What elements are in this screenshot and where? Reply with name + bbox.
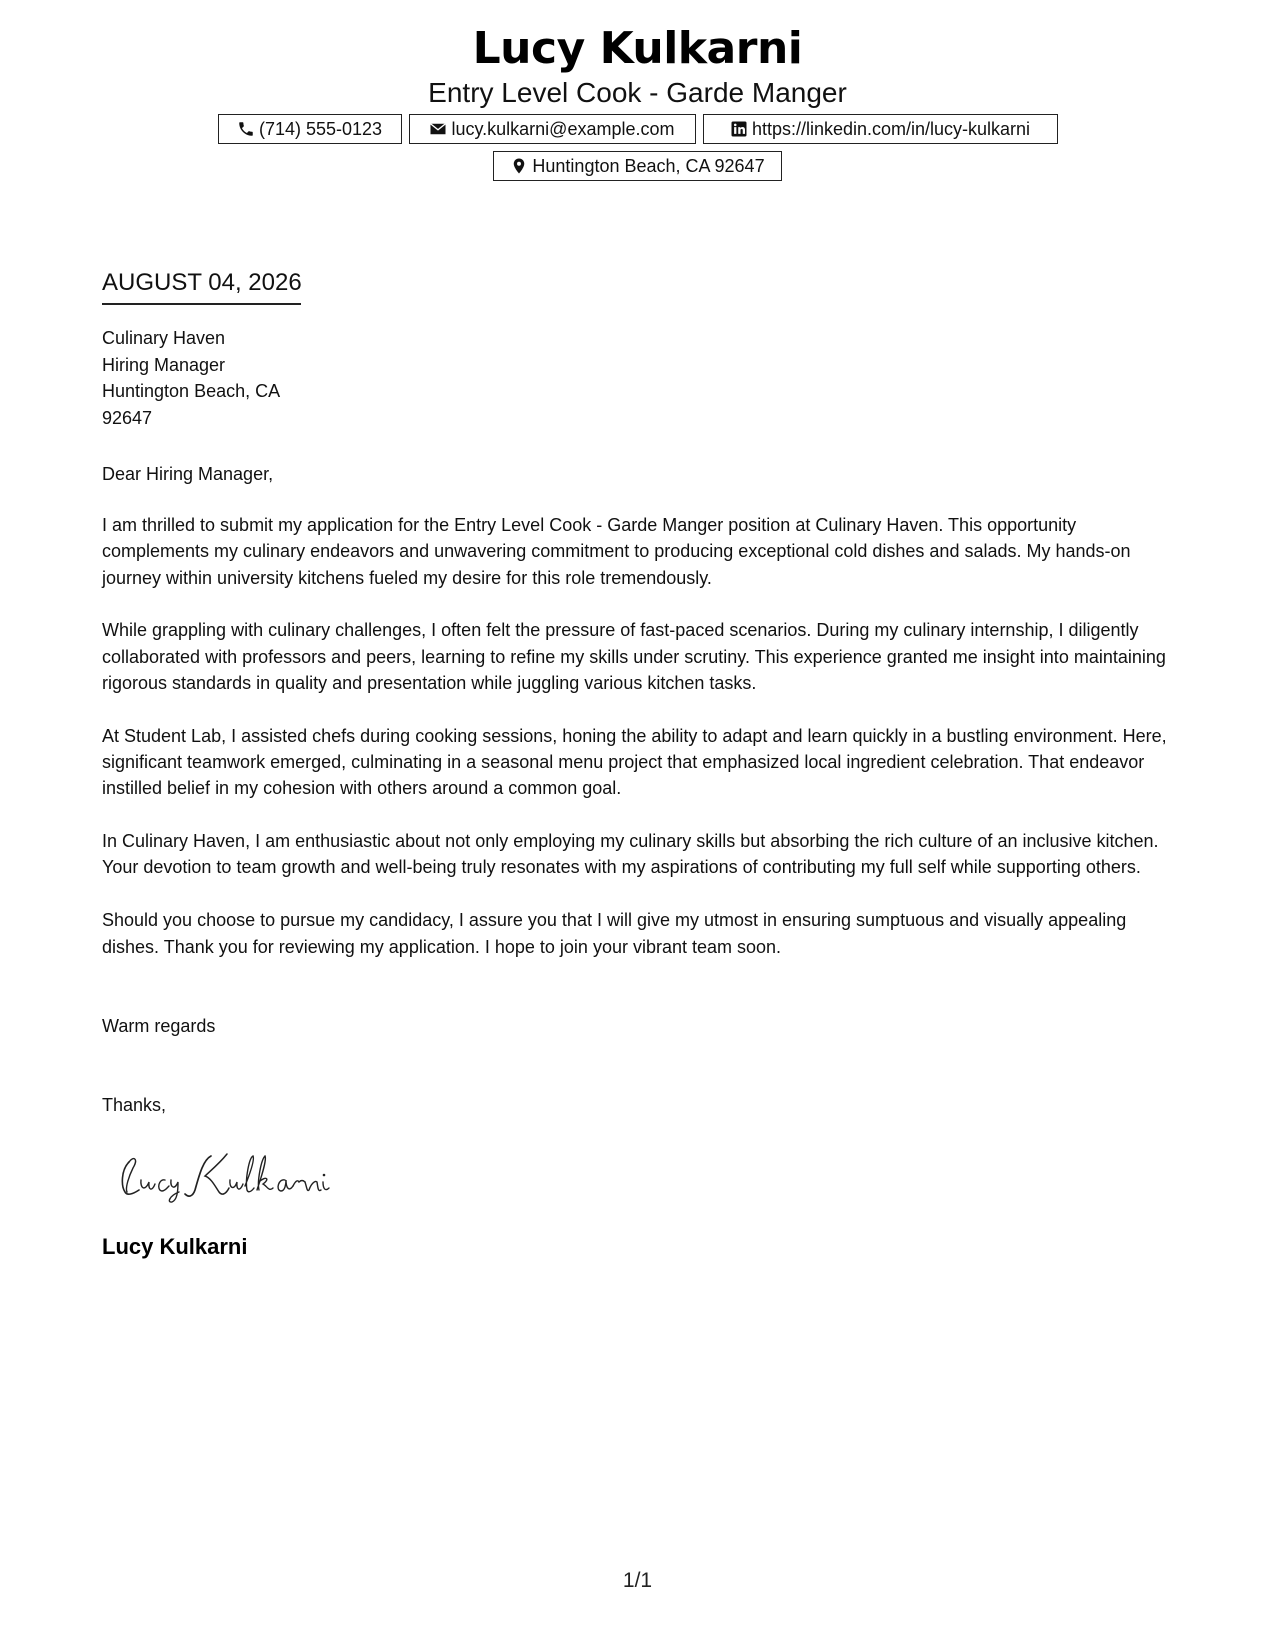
linkedin-text: https://linkedin.com/in/lucy-kulkarni [751, 118, 1031, 139]
map-pin-icon [510, 157, 528, 175]
contact-row [0, 114, 1275, 144]
body-paragraph: While grappling with culinary challenges, I often felt the pressure of fast-paced scenarios. During my culinary internship, I diligently collaborated with professors and peers, learning to refine my skills under scrutiny. This experience granted me insight into maintaining rigorous standards in quality and presentation while juggling various kitchen tasks. [102, 620, 1166, 693]
body-paragraph: I am thrilled to submit my application for the Entry Level Cook - Garde Manger position at Culinary Haven. This opportunity complements my culinary endeavors and unwavering commitment to producing exceptional cold dishes and salads. My hands-on journey within university kitchens fueled my desire for this role tremendously. [102, 515, 1131, 588]
signer-name: Lucy Kulkarni [102, 1234, 248, 1259]
body-paragraph: In Culinary Haven, I am enthusiastic about not only employing my culinary skills but absorbing the rich culture of an inclusive kitchen. Your devotion to team growth and well-being truly resonates with my aspirations of contributing my full self while supporting others. [102, 831, 1159, 878]
recipient-block [102, 325, 280, 431]
contact-row-2 [0, 151, 1275, 181]
handwritten-signature [115, 1146, 355, 1206]
email-chip[interactable] [409, 114, 696, 144]
location-chip [493, 151, 782, 181]
phone-text: (714) 555-0123 [258, 118, 383, 139]
phone-icon [237, 120, 255, 138]
letter-date: AUGUST 04, 2026 [102, 268, 301, 305]
body-paragraph: At Student Lab, I assisted chefs during cooking sessions, honing the ability to adapt and learn quickly in a bustling environment. Here, significant teamwork emerged, culminating in a seasonal menu project that emphasized local ingredient celebration. That endeavor instilled belief in my cohesion with others around a common goal. [102, 725, 1167, 799]
body-paragraph: Should you choose to pursue my candidacy, I assure you that I will give my utmost in ensuring sumptuous and visually appealing dishes. Thank you for reviewing my application. I hope to join your vibrant team soon. [102, 910, 1127, 957]
thanks-line: Thanks, [102, 1095, 167, 1115]
page-indicator: 1/1 [622, 1569, 653, 1592]
location-text: Huntington Beach, CA 92647 [532, 155, 765, 176]
recipient-city: Huntington Beach, CA [102, 381, 281, 401]
recipient-company: Culinary Haven [102, 328, 226, 348]
recipient-zip: 92647 [102, 407, 153, 428]
applicant-name: Lucy Kulkarni [472, 23, 803, 74]
salutation: Dear Hiring Manager, [102, 464, 274, 484]
closing: Warm regards [102, 1016, 216, 1036]
applicant-role: Entry Level Cook - Garde Manger [428, 77, 847, 108]
recipient-title: Hiring Manager [102, 354, 226, 375]
envelope-icon [429, 120, 447, 138]
letter-header [0, 22, 1275, 110]
letter-body [102, 512, 1177, 986]
email-text: lucy.kulkarni@example.com [451, 118, 675, 139]
linkedin-chip[interactable] [703, 114, 1058, 144]
phone-chip[interactable] [218, 114, 402, 144]
linkedin-icon [730, 120, 748, 138]
